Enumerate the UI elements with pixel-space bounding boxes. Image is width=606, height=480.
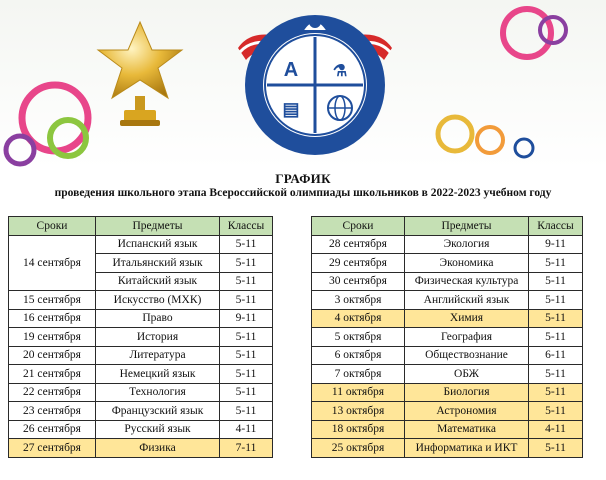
subject-cell: История	[96, 328, 220, 347]
date-cell: 19 сентября	[9, 328, 96, 347]
document-heading	[0, 171, 606, 200]
subject-cell: Китайский язык	[96, 272, 220, 291]
column-header-dates: Сроки	[312, 217, 405, 236]
column-header-subjects: Предметы	[96, 217, 220, 236]
svg-text:▤: ▤	[282, 99, 300, 119]
subject-cell: Испанский язык	[96, 235, 220, 254]
subject-cell: Химия	[405, 309, 529, 328]
grades-cell: 5-11	[220, 402, 273, 421]
subject-cell: География	[405, 328, 529, 347]
table-row	[312, 291, 583, 310]
date-cell: 11 октября	[312, 383, 405, 402]
table-header-row	[9, 217, 273, 236]
date-cell: 6 октября	[312, 346, 405, 365]
table-row	[312, 420, 583, 439]
grades-cell: 5-11	[220, 383, 273, 402]
subject-cell: Искусство (МХК)	[96, 291, 220, 310]
date-cell: 5 октября	[312, 328, 405, 347]
grades-cell: 5-11	[220, 254, 273, 273]
table-row	[9, 402, 273, 421]
table-row	[9, 439, 273, 458]
date-cell: 22 сентября	[9, 383, 96, 402]
grades-cell: 5-11	[529, 254, 583, 273]
table-row	[312, 346, 583, 365]
date-cell: 23 сентября	[9, 402, 96, 421]
subject-cell: Французский язык	[96, 402, 220, 421]
grades-cell: 5-11	[529, 309, 583, 328]
grades-cell: 5-11	[529, 383, 583, 402]
subject-cell: Биология	[405, 383, 529, 402]
grades-cell: 5-11	[529, 291, 583, 310]
subject-cell: Английский язык	[405, 291, 529, 310]
grades-cell: 9-11	[529, 235, 583, 254]
date-cell: 21 сентября	[9, 365, 96, 384]
grades-cell: 5-11	[220, 328, 273, 347]
grades-cell: 5-11	[529, 272, 583, 291]
subject-cell: Астрономия	[405, 402, 529, 421]
table-row	[312, 365, 583, 384]
grades-cell: 5-11	[220, 346, 273, 365]
schedule-table-left	[8, 216, 273, 458]
svg-text:А: А	[283, 59, 299, 81]
table-row	[9, 291, 273, 310]
date-cell: 14 сентября	[9, 235, 96, 291]
date-cell: 7 октября	[312, 365, 405, 384]
table-row	[9, 346, 273, 365]
header-banner	[0, 0, 606, 168]
subject-cell: Физика	[96, 439, 220, 458]
grades-cell: 4-11	[529, 420, 583, 439]
subject-cell: Физическая культура	[405, 272, 529, 291]
date-cell: 18 октября	[312, 420, 405, 439]
table-row	[312, 402, 583, 421]
table-row	[9, 309, 273, 328]
table-row	[312, 383, 583, 402]
grades-cell: 4-11	[220, 420, 273, 439]
page-title: ГРАФИК	[275, 171, 331, 186]
date-cell: 4 октября	[312, 309, 405, 328]
date-cell: 13 октября	[312, 402, 405, 421]
date-cell: 26 сентября	[9, 420, 96, 439]
grades-cell: 7-11	[220, 439, 273, 458]
date-cell: 15 сентября	[9, 291, 96, 310]
table-row	[312, 309, 583, 328]
column-header-grades: Классы	[529, 217, 583, 236]
date-cell: 25 октября	[312, 439, 405, 458]
grades-cell: 5-11	[220, 235, 273, 254]
subject-cell: Технология	[96, 383, 220, 402]
schedule-table-right	[311, 216, 583, 458]
date-cell: 29 сентября	[312, 254, 405, 273]
grades-cell: 5-11	[529, 328, 583, 347]
subject-cell: Экономика	[405, 254, 529, 273]
subject-cell: Обществознание	[405, 346, 529, 365]
table-row	[9, 235, 273, 254]
table-row	[312, 272, 583, 291]
subject-cell: Литература	[96, 346, 220, 365]
date-cell: 16 сентября	[9, 309, 96, 328]
column-header-subjects: Предметы	[405, 217, 529, 236]
subject-cell: Итальянский язык	[96, 254, 220, 273]
grades-cell: 5-11	[220, 365, 273, 384]
grades-cell: 6-11	[529, 346, 583, 365]
grades-cell: 5-11	[220, 272, 273, 291]
subject-cell: Русский язык	[96, 420, 220, 439]
table-row	[312, 328, 583, 347]
grades-cell: 5-11	[529, 439, 583, 458]
table-row	[312, 235, 583, 254]
subject-cell: Математика	[405, 420, 529, 439]
table-row	[9, 328, 273, 347]
date-cell: 28 сентября	[312, 235, 405, 254]
date-cell: 20 сентября	[9, 346, 96, 365]
subject-cell: Право	[96, 309, 220, 328]
grades-cell: 9-11	[220, 309, 273, 328]
page-subtitle: проведения школьного этапа Всероссийской олимпиады школьников в 2022-2023 учебном году	[54, 187, 552, 199]
subject-cell: ОБЖ	[405, 365, 529, 384]
table-row	[312, 439, 583, 458]
column-header-dates: Сроки	[9, 217, 96, 236]
date-cell: 30 сентября	[312, 272, 405, 291]
table-row	[9, 420, 273, 439]
subject-cell: Экология	[405, 235, 529, 254]
date-cell: 27 сентября	[9, 439, 96, 458]
table-row	[312, 254, 583, 273]
date-cell: 3 октября	[312, 291, 405, 310]
table-header-row	[312, 217, 583, 236]
subject-cell: Информатика и ИКТ	[405, 439, 529, 458]
table-row	[9, 383, 273, 402]
grades-cell: 5-11	[529, 402, 583, 421]
grades-cell: 5-11	[529, 365, 583, 384]
subject-cell: Немецкий язык	[96, 365, 220, 384]
table-row	[9, 365, 273, 384]
grades-cell: 5-11	[220, 291, 273, 310]
svg-text:⚗: ⚗	[332, 63, 348, 80]
column-header-grades: Классы	[220, 217, 273, 236]
